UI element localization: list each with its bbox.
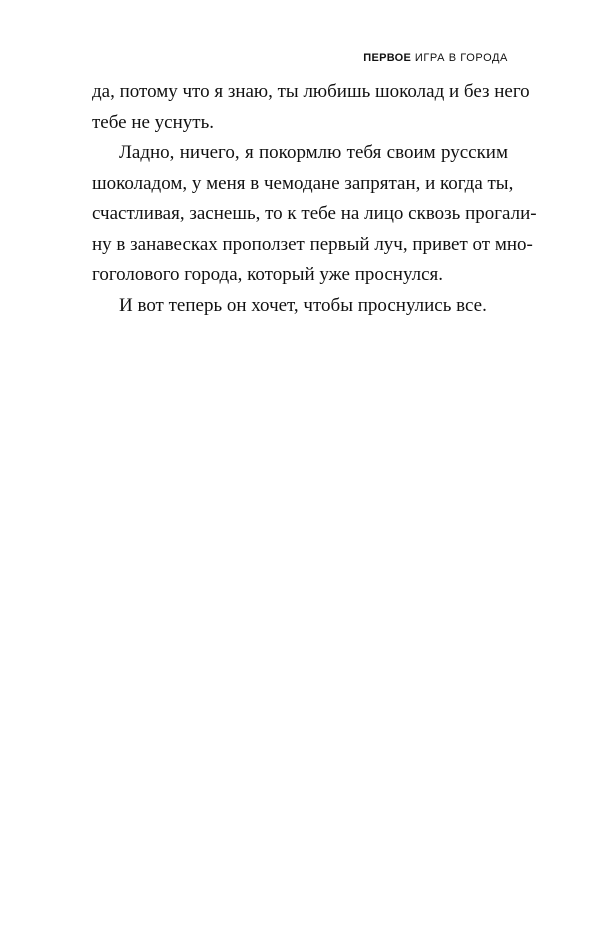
- text-line: ну в занавесках проползет первый луч, привет от мно-: [92, 233, 533, 255]
- running-head-section: ПЕРВОЕ: [363, 52, 412, 64]
- text-line: тебе не уснуть.: [92, 111, 215, 133]
- running-head-chapter: ИГРА В ГОРОДА: [414, 52, 508, 64]
- text-line: И вот теперь он хочет, чтобы проснулись все.: [119, 294, 487, 316]
- text-line: счастливая, заснешь, то к тебе на лицо сквозь прогали-: [92, 203, 537, 224]
- running-head: [363, 52, 508, 64]
- text-line: Ладно, ничего, я покормлю тебя своим русским: [119, 142, 508, 163]
- text-line: шоколадом, у меня в чемодане запрятан, и когда ты,: [92, 172, 514, 194]
- body-text: [92, 77, 537, 321]
- paragraph-3: [92, 291, 508, 322]
- paragraph-1: [92, 77, 530, 138]
- paragraph-2: [92, 138, 537, 291]
- text-line: гоголового города, который уже проснулся.: [92, 264, 444, 285]
- text-line: да, потому что я знаю, ты любишь шоколад и без него: [92, 81, 530, 102]
